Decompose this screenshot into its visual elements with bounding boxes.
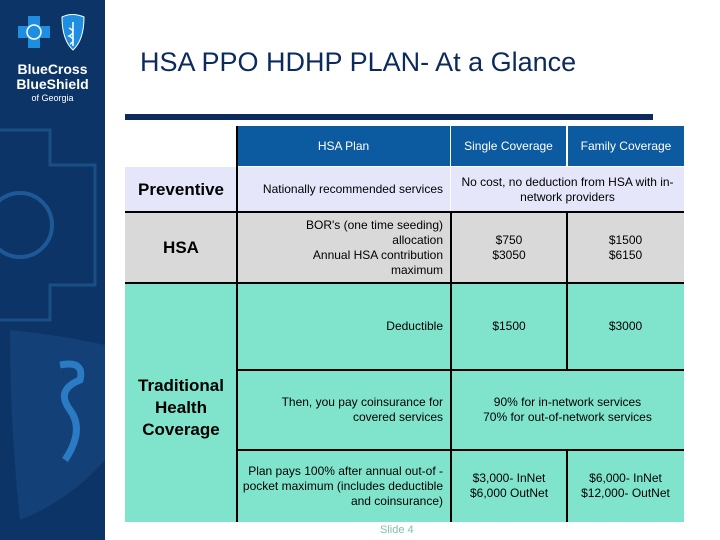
oop-family-out: $12,000- OutNet bbox=[581, 486, 670, 500]
grid-line bbox=[450, 212, 452, 522]
deductible-family: $3000 bbox=[567, 283, 684, 370]
hsa-family-seeding: $1500 bbox=[608, 232, 643, 247]
header-family: Family Coverage bbox=[568, 126, 684, 166]
coinsurance-out-network: 70% for out-of-network services bbox=[483, 410, 652, 424]
deductible-desc: Deductible bbox=[237, 283, 451, 370]
preventive-value: No cost, no deduction from HSA with in-network providers bbox=[451, 167, 684, 212]
bcbs-logo bbox=[0, 0, 105, 110]
oop-family bbox=[567, 450, 684, 522]
logo-line1: BlueCross bbox=[17, 61, 88, 77]
hsa-single-seeding: $750 bbox=[495, 232, 523, 247]
grid-line bbox=[237, 449, 684, 451]
row-label-hsa: HSA bbox=[125, 212, 237, 283]
coinsurance-value bbox=[451, 370, 684, 450]
grid-line bbox=[125, 211, 684, 213]
hsa-desc bbox=[237, 212, 451, 283]
deductible-single: $1500 bbox=[451, 283, 567, 370]
oop-desc: Plan pays 100% after annual out-of -pocket maximum (includes deductible and coinsurance) bbox=[237, 450, 451, 522]
oop-single-out: $6,000 OutNet bbox=[469, 486, 549, 500]
row-label-traditional: Traditional Health Coverage bbox=[125, 283, 237, 522]
logo-line2: BlueShield bbox=[16, 76, 89, 92]
grid-line bbox=[566, 212, 568, 370]
preventive-desc: Nationally recommended services bbox=[237, 167, 451, 212]
hsa-single-max: $3050 bbox=[492, 247, 526, 262]
grid-line bbox=[125, 282, 684, 284]
header-hsa-plan: HSA Plan bbox=[237, 126, 450, 166]
logo-line3: of Georgia bbox=[31, 93, 74, 103]
hsa-single bbox=[451, 212, 567, 283]
oop-single-in: $3,000- InNet bbox=[472, 471, 546, 485]
title-divider bbox=[125, 114, 653, 120]
row-label-preventive: Preventive bbox=[125, 167, 237, 212]
oop-single bbox=[451, 450, 567, 522]
grid-line bbox=[236, 126, 238, 522]
coinsurance-in-network: 90% for in-network services bbox=[493, 395, 642, 409]
hsa-desc-max: Annual HSA contribution maximum bbox=[312, 247, 443, 277]
grid-line bbox=[567, 126, 568, 166]
hsa-desc-seeding: BOR's (one time seeding) allocation bbox=[305, 217, 443, 247]
cross-shield-icon bbox=[0, 0, 105, 60]
header-single: Single Coverage bbox=[451, 126, 566, 166]
hsa-family-max: $6150 bbox=[608, 247, 643, 262]
sidebar bbox=[0, 0, 105, 540]
grid-line bbox=[566, 450, 568, 522]
grid-line bbox=[237, 369, 684, 371]
hsa-family bbox=[567, 212, 684, 283]
oop-family-in: $6,000- InNet bbox=[589, 471, 662, 485]
coinsurance-desc: Then, you pay coinsurance for covered services bbox=[237, 370, 451, 450]
page-title: HSA PPO HDHP PLAN- At a Glance bbox=[140, 47, 577, 77]
slide-number-watermark: Slide 4 bbox=[380, 524, 414, 536]
